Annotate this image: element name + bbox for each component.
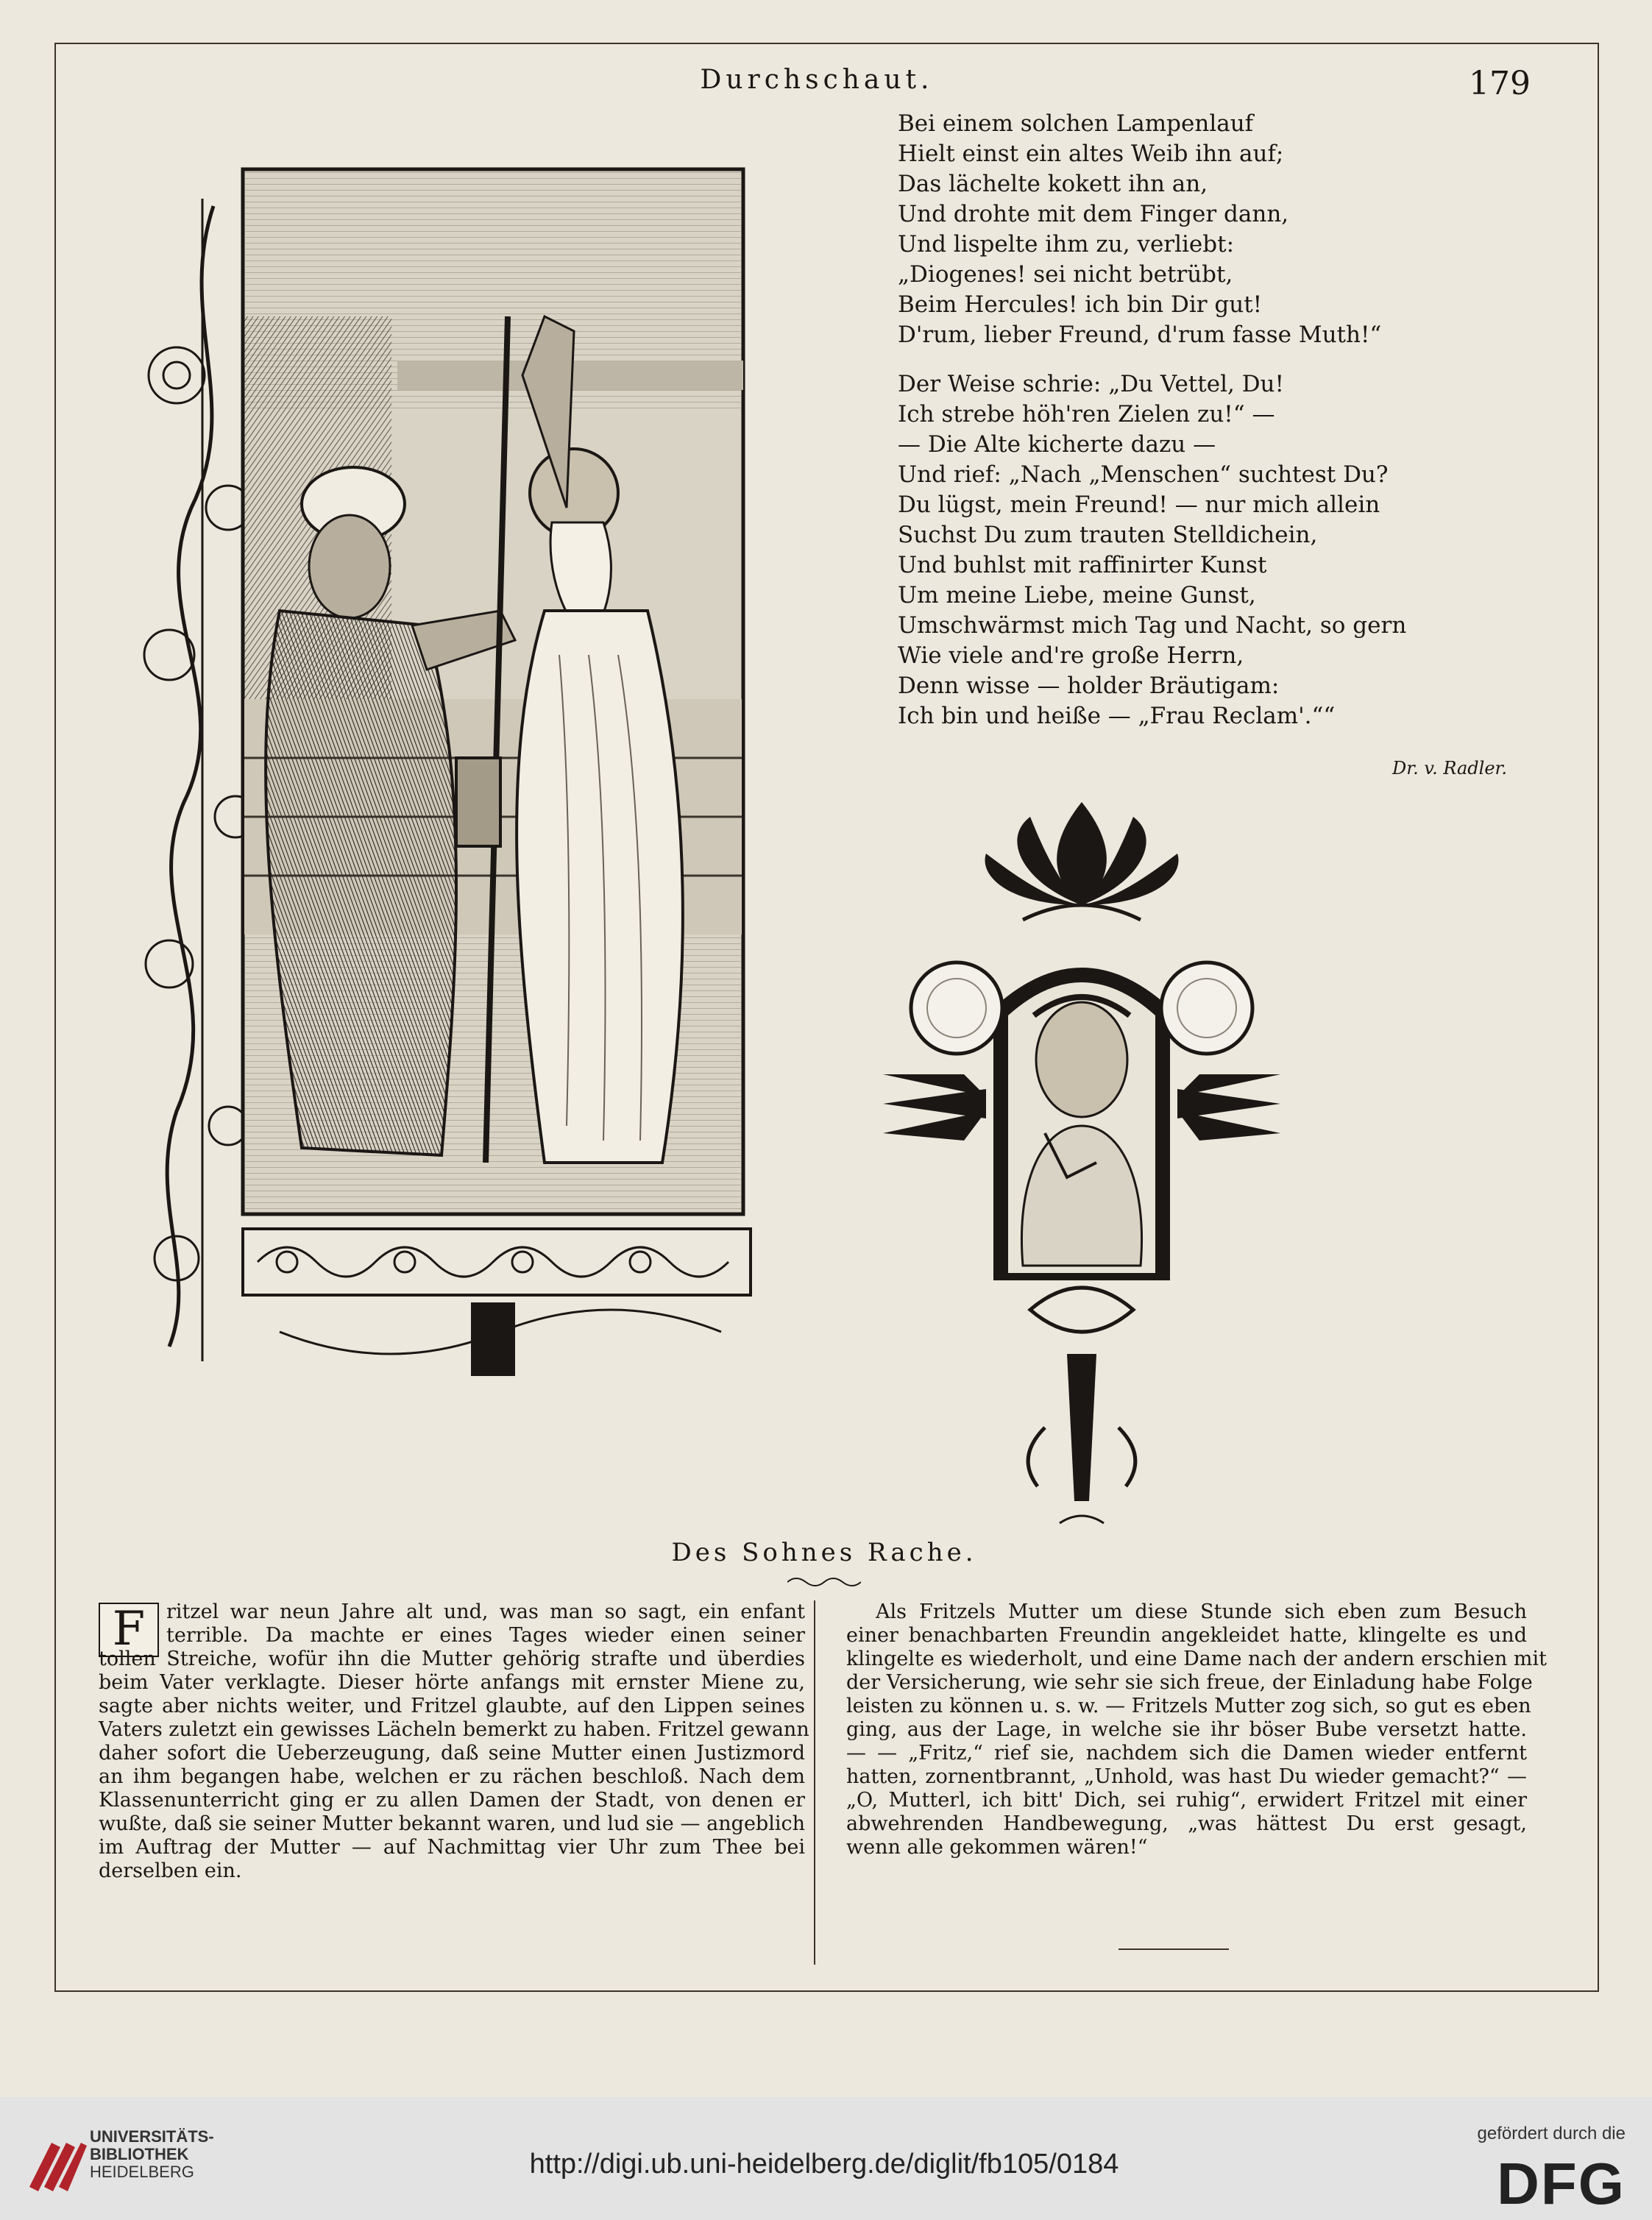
- poem-line: Ich bin und heiße — „Frau Reclam'.““: [898, 703, 1336, 729]
- dropcap: F: [99, 1603, 159, 1657]
- story-line: — — „Fritz,“ rief sie, nachdem sich die Damen wieder entfernt: [846, 1742, 1527, 1765]
- poem-line: Und drohte mit dem Finger dann,: [898, 201, 1289, 227]
- poem-line: Suchst Du zum trauten Stelldichein,: [898, 522, 1318, 548]
- library-name-line: HEIDELBERG: [90, 2163, 194, 2181]
- vignette-engraving: [876, 795, 1288, 1538]
- poem-line: Und rief: „Nach „Menschen“ suchtest Du?: [898, 461, 1389, 488]
- poem-line: Der Weise schrie: „Du Vettel, Du!: [898, 371, 1284, 397]
- running-title: Durchschaut.: [700, 65, 934, 95]
- story-line: daher sofort die Ueberzeugung, daß seine Mutter einen Justizmord: [99, 1742, 805, 1765]
- poem-line: Umschwärmst mich Tag und Nacht, so gern: [898, 612, 1407, 639]
- story-line: terrible. Da machte er eines Tages wieder einen seiner: [166, 1624, 805, 1647]
- poem-line: Und lispelte ihm zu, verliebt:: [898, 231, 1235, 258]
- poem-line: Hielt einst ein altes Weib ihn auf;: [898, 141, 1284, 167]
- column-rule: [814, 1600, 815, 1965]
- diogenes-illustration: [132, 96, 861, 1383]
- title-ornament: [787, 1575, 861, 1589]
- story-line: der Versicherung, wie sehr sie sich freue, der Einladung habe Folge: [846, 1671, 1533, 1694]
- dfg-logo[interactable]: DFG: [1497, 2151, 1626, 2216]
- laughing-figure-vignette: [876, 795, 1288, 1538]
- story-line: ging, aus der Lage, in welche sie ihr böser Bube versetzt hatte.: [846, 1718, 1527, 1741]
- poem: [898, 109, 1531, 731]
- story-title: Des Sohnes Rache.: [671, 1538, 977, 1567]
- story-line: ritzel war neun Jahre alt und, was man so sagt, ein enfant: [166, 1600, 805, 1623]
- story-line: wußte, daß sie seiner Mutter bekannt waren, und lud sie — angeblich: [99, 1812, 805, 1835]
- story-line: im Auftrag der Mutter — auf Nachmittag vier Uhr zum Thee bei: [99, 1836, 805, 1859]
- story-line: Als Fritzels Mutter um diese Stunde sich eben zum Besuch: [876, 1600, 1527, 1623]
- library-name[interactable]: [90, 2128, 214, 2181]
- story-line: an ihm begangen habe, welchen er zu rächen beschloß. Nach dem: [99, 1765, 805, 1788]
- library-name-line: BIBLIOTHEK: [90, 2145, 189, 2163]
- end-rule: [1119, 1948, 1229, 1950]
- story-line: einer benachbarten Freundin angekleidet hatte, klingelte es und: [846, 1624, 1527, 1647]
- poem-line: Und buhlst mit raffinirter Kunst: [898, 552, 1267, 578]
- document-url-link[interactable]: http://digi.ub.uni-heidelberg.de/diglit/fb105/0184: [529, 2149, 1119, 2180]
- story-line: sagte aber nichts weiter, und Fritzel glaubte, auf den Lippen seines: [99, 1695, 805, 1717]
- story-line: Vaters zuletzt ein gewisses Lächeln bemerkt zu haben. Fritzel gewann: [99, 1718, 809, 1741]
- poem-line: D'rum, lieber Freund, d'rum fasse Muth!“: [898, 322, 1382, 348]
- library-logo-icon[interactable]: [22, 2121, 87, 2194]
- poem-line: Beim Hercules! ich bin Dir gut!: [898, 291, 1263, 318]
- funding-text: gefördert durch die: [1477, 2124, 1626, 2143]
- story-line: klingelte es wiederholt, und eine Dame nach der andern erschien mit: [846, 1648, 1547, 1670]
- poem-line: Ich strebe höh'ren Zielen zu!“ —: [898, 401, 1275, 428]
- story-line: wenn alle gekommen wären!“: [846, 1836, 1148, 1859]
- poem-line: Denn wisse — holder Bräutigam:: [898, 673, 1280, 699]
- story-right-column: [846, 1600, 1547, 1859]
- stanza-gap: [898, 350, 1531, 369]
- poem-line: Wie viele and're große Herrn,: [898, 642, 1244, 669]
- poem-stanza-2: [898, 369, 1531, 731]
- poem-line: Du lügst, mein Freund! — nur mich allein: [898, 492, 1380, 518]
- poem-line: Um meine Liebe, meine Gunst,: [898, 582, 1256, 609]
- page-number: 179: [1469, 65, 1531, 102]
- poem-line: Bei einem solchen Lampenlauf: [898, 110, 1254, 137]
- poem-line: „Diogenes! sei nicht betrübt,: [898, 261, 1233, 288]
- story-line: hatten, zornentbrannt, „Unhold, was hast Du wieder gemacht?“ —: [846, 1765, 1527, 1788]
- story-left-column: [99, 1600, 809, 1883]
- poem-line: — Die Alte kicherte dazu —: [898, 431, 1216, 458]
- library-name-line: UNIVERSITÄTS-: [90, 2127, 214, 2146]
- story-line: leisten zu können u. s. w. — Fritzels Mutter zog sich, so gut es eben: [846, 1695, 1531, 1717]
- story-line: derselben ein.: [99, 1859, 242, 1882]
- story-line: tollen Streiche, wofür ihn die Mutter gehörig strafte und überdies: [99, 1648, 805, 1670]
- story-line: Klassenunterricht ging er zu allen Damen der Stadt, von denen er: [99, 1789, 805, 1812]
- poem-stanza-1: [898, 109, 1531, 350]
- story-line: abwehrenden Handbewegung, „was hättest Du erst gesagt,: [846, 1812, 1527, 1835]
- story-line: „O, Mutterl, ich bitt' Dich, sei ruhig“, erwidert Fritzel mit einer: [846, 1789, 1527, 1812]
- poem-line: Das lächelte kokett ihn an,: [898, 171, 1208, 197]
- footer-bar: [0, 2097, 1652, 2220]
- story-line: beim Vater verklagte. Dieser hörte anfangs mit ernster Miene zu,: [99, 1671, 805, 1694]
- poem-author: Dr. v. Radler.: [1392, 758, 1507, 779]
- diogenes-engraving: [132, 96, 861, 1383]
